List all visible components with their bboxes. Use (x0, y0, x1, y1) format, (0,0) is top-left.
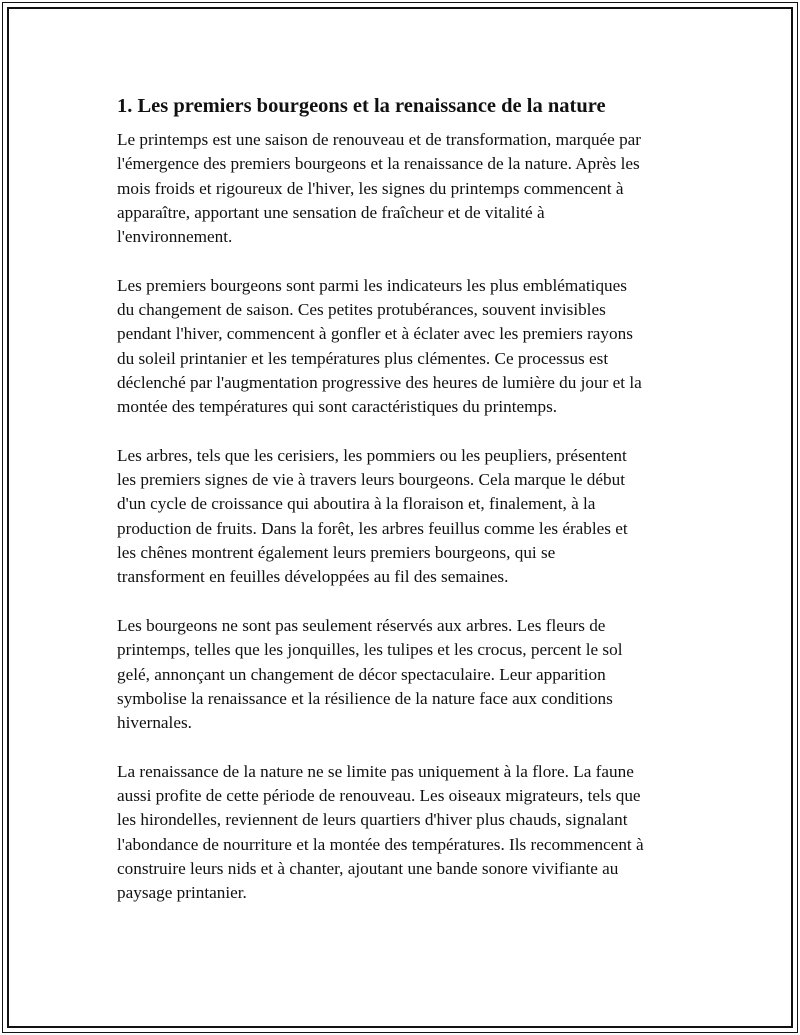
paragraph-5: La renaissance de la nature ne se limite pas uniquement à la flore. La faune aussi profite de cette période de renouveau. Les oiseaux migrateurs, tels que les hirondelles, reviennent de leurs quartiers d'hiver plus chauds, signalant l'abondance de nourriture et la montée des températures. Ils recommencent à construire leurs nids et à chanter, ajoutant une bande sonore vivifiante au paysage printanier. (117, 761, 644, 903)
document-body (117, 93, 692, 930)
section-title: 1. Les premiers bourgeons et la renaissance de la nature (117, 95, 606, 117)
paragraph-2: Les premiers bourgeons sont parmi les indicateurs les plus emblématiques du changement de saison. Ces petites protubérances, souvent invisibles pendant l'hiver, commencent à gonfler et à éclater avec les premiers rayons du soleil printanier et les températures plus clémentes. Ce processus est déclenché par l'augmentation progressive des heures de lumière du jour et la montée des températures qui sont caractéristiques du printemps. (117, 275, 642, 417)
paragraph-1: Le printemps est une saison de renouveau et de transformation, marquée par l'émergence des premiers bourgeons et la renaissance de la nature. Après les mois froids et rigoureux de l'hiver, les signes du printemps commencent à apparaître, apportant une sensation de fraîcheur et de vitalité à l'environnement. (117, 130, 642, 247)
paragraph-3: Les arbres, tels que les cerisiers, les pommiers ou les peupliers, présentent les premiers signes de vie à travers leurs bourgeons. Cela marque le début d'un cycle de croissance qui aboutira à la floraison et, finalement, à la production de fruits. Dans la forêt, les arbres feuillus comme les érables et les chênes montrent également leurs premiers bourgeons, qui se transforment en feuilles développées au fil des semaines. (117, 445, 628, 587)
paragraph-4: Les bourgeons ne sont pas seulement réservés aux arbres. Les fleurs de printemps, telles que les jonquilles, les tulipes et les crocus, percent le sol gelé, annonçant un changement de décor spectaculaire. Leur apparition symbolise la renaissance et la résilience de la nature face aux conditions hivernales. (117, 615, 623, 733)
